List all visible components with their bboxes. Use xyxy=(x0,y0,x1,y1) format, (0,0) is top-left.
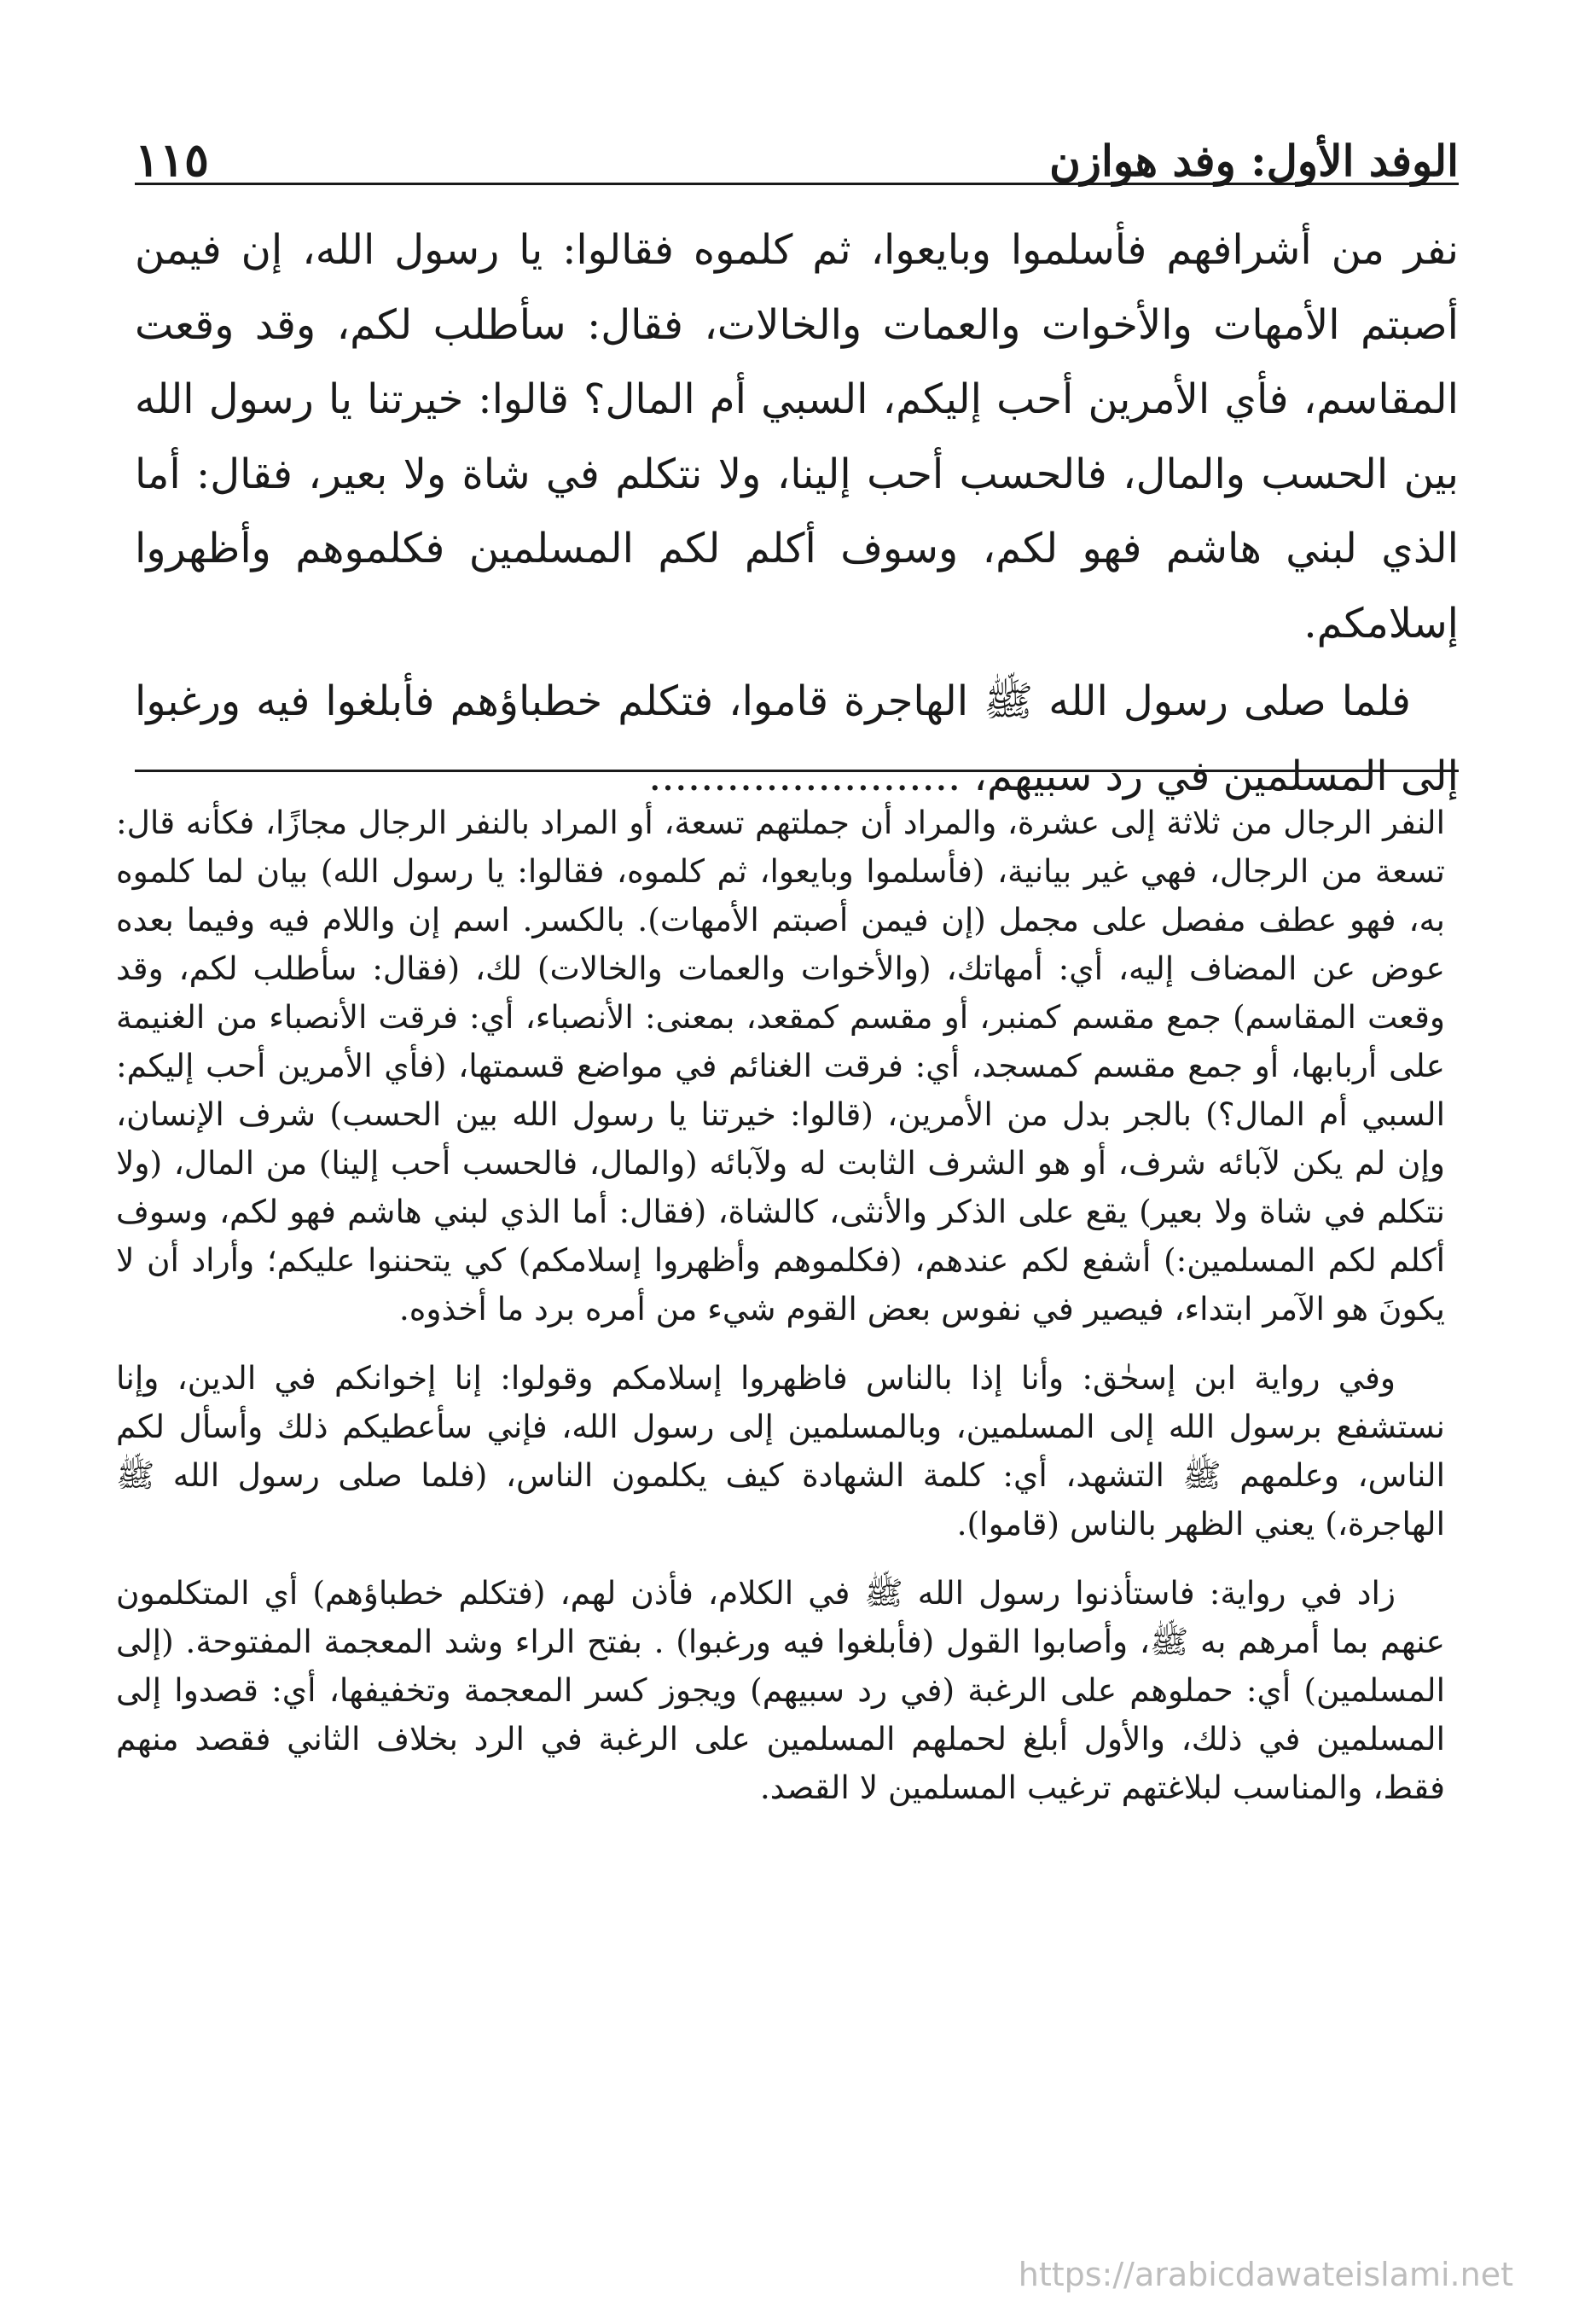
commentary-paragraph: وفي رواية ابن إسحٰق: وأنا إذا بالناس فاظهروا إسلامكم وقولوا: إنا إخوانكم في الدين، وإنا نستشفع برسول الله إلى المسلمين، وبالمسلمين إلى رسول الله، فإني سأعطيكم ذلك وأسأل لكم الناس، وعلمهم ﷺ التشهد، أي: كلمة الشهادة كيف يكلمون الناس، (فلما صلى رسول الله ﷺ الهاجرة،) يعني الظهر بالناس (قاموا). xyxy=(116,1359,1445,1543)
commentary-paragraph: زاد في رواية: فاستأذنوا رسول الله ﷺ في الكلام، فأذن لهم، (فتكلم خطباؤهم) أي المتكلمون عنهم بما أمرهم به ﷺ، وأصابوا القول (فأبلغوا فيه ورغبوا) . بفتح الراء وشد المعجمة المفتوحة. (إلى المسلمين) أي: حملوهم على الرغبة (في رد سبيهم) ويجوز كسر المعجمة وتخفيفها، أي: قصدوا إلى المسلمين في ذلك، والأول أبلغ لحملهم المسلمين على الرغبة في الرد بخلاف الثاني فقصد منهم فقط، والمناسب لبلاغتهم ترغيب المسلمين لا القصد. xyxy=(116,1574,1445,1806)
main-text xyxy=(135,213,1459,814)
text-separator-rule xyxy=(135,770,1459,772)
header-rule xyxy=(135,183,1459,185)
commentary xyxy=(116,799,1445,1812)
running-head: الوفد الأول: وفد هوازن xyxy=(1049,136,1459,186)
main-text-paragraph: فلما صلى رسول الله ﷺ الهاجرة قاموا، فتكلم خطباؤهم فأبلغوا فيه ورغبوا إلى المسلمين في رد سبيهم، ........................ xyxy=(135,677,1459,800)
commentary-paragraph: النفر الرجال من ثلاثة إلى عشرة، والمراد أن جملتهم تسعة، أو المراد بالنفر الرجال مجازًا، فكأنه قال: تسعة من الرجال، فهي غير بيانية، (فأسلموا وبايعوا، ثم كلموه، فقالوا: يا رسول الله) بيان لما كلموه به، فهو عطف مفصل على مجمل (إن فيمن أصبتم الأمهات). بالكسر. اسم إن واللام فيه وفيما بعده عوض عن المضاف إليه، أي: أمهاتك، (والأخوات والعمات والخالات) لك، (فقال: سأطلب لكم، وقد وقعت المقاسم) جمع مقسم كمنبر، أو مقسم كمقعد، بمعنى: الأنصباء، أي: فرقت الأنصباء من الغنيمة على أربابها، أو جمع مقسم كمسجد، أي: فرقت الغنائم في مواضع قسمتها، (فأي الأمرين أحب إليكم: السبي أم المال؟) بالجر بدل من الأمرين، (قالوا: خيرتنا يا رسول الله بين الحسب) شرف الإنسان، وإن لم يكن لآبائه شرف، أو هو الشرف الثابت له ولآبائه (والمال، فالحسب أحب إلينا) من المال، (ولا نتكلم في شاة ولا بعير) يقع على الذكر والأنثى، كالشاة، (فقال: أما الذي لبني هاشم فهو لكم، وسوف أكلم لكم المسلمين:) أشفع لكم عندهم، (فكلموهم وأظهروا إسلامكم) كي يتحننوا عليكم؛ وأراد أن لا يكونَ هو الآمر ابتداء، فيصير في نفوس بعض القوم شيء من أمره برد ما أخذوه. xyxy=(116,804,1445,1328)
watermark-url: https://arabicdawateislami.net xyxy=(1018,2256,1513,2293)
main-text-paragraph: نفر من أشرافهم فأسلموا وبايعوا، ثم كلموه فقالوا: يا رسول الله، إن فيمن أصبتم الأمهات والأخوات والعمات والخالات، فقال: سأطلب لكم، وقد وقعت المقاسم، فأي الأمرين أحب إليكم، السبي أم المال؟ قالوا: خيرتنا يا رسول الله بين الحسب والمال، فالحسب أحب إلينا، ولا نتكلم في شاة ولا بعير، فقال: أما الذي لبني هاشم فهو لكم، وسوف أكلم لكم المسلمين فكلموهم وأظهروا إسلامكم. xyxy=(135,226,1459,648)
page-number: ١١٥ xyxy=(135,132,210,187)
page-header xyxy=(135,101,1459,187)
